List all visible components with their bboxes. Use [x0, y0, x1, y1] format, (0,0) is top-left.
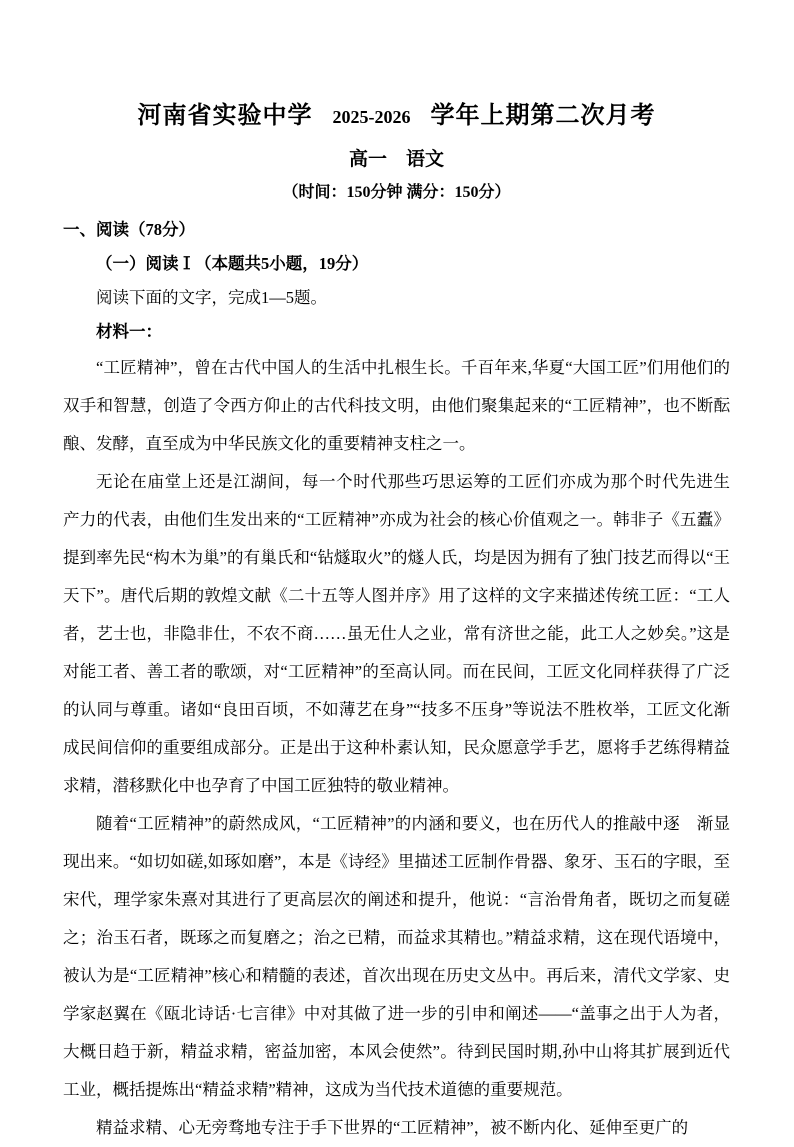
subsection-heading: （一）阅读Ⅰ（本题共5小题，19分）: [96, 254, 369, 273]
exam-title-name: 学年上期第二次月考: [430, 102, 656, 129]
exam-title: [63, 100, 730, 133]
material-one-label: 材料一：: [96, 322, 162, 341]
reading-section: [63, 213, 747, 1147]
material-paragraph-3: 随着“工匠精神”的蔚然成风，“工匠精神”的内涵和要义，也在历代人的推敲中逐 渐显现出来。“如切如磋,如琢如磨”，本是《诗经》里描述工匠制作骨器、象牙、玉石的字眼，至宋代，理学家朱熹对其进行了更高层次的阐述和提升，他说：“言治骨角者，既切之而复磋之；治玉石者，既琢之而复磨之；治之已精，而益求其精也。”精益求精，这在现代语境中，被认为是“工匠精神”核心和精髓的表述，首次出现在历史文丛中。再后来，清代文学家、史学家赵翼在《瓯北诗话·七言律》中对其做了进一步的引申和阐述——“盖事之出于人为者，大概日趋于新，精益求精，密益加密，本风会使然”。待到民国时期,孙中山将其扩展到近代工业，概括提炼出“精益求精”精神，这成为当代技术道德的重要规范。: [63, 814, 730, 1099]
section-heading: 一、阅读（78分）: [63, 220, 195, 239]
grade-subject: 高一 语文: [348, 149, 444, 170]
time-score-info: （时间：150分钟 满分：150分）: [282, 184, 511, 201]
exam-title-year: 2025-2026: [332, 107, 411, 127]
material-paragraph-1: “工匠精神”，曾在古代中国人的生活中扎根生长。千百年来,华夏“大国工匠”们用他们的双手和智慧，创造了令西方仰止的古代科技文明，由他们聚集起来的“工匠精神”，也不断酝酿、发酵，直至成为中华民族文化的重要精神支柱之一。: [63, 358, 730, 453]
exam-title-school: 河南省实验中学: [137, 102, 313, 129]
material-paragraph-4: 精益求精、心无旁骛地专注于手下世界的“工匠精神”，被不断内化、延伸至更广的: [96, 1118, 689, 1137]
material-paragraph-2: 无论在庙堂上还是江湖间，每一个时代那些巧思运筹的工匠们亦成为那个时代先进生 产力的代表，由他们生发出来的“工匠精神”亦成为社会的核心价值观之一。韩非子《五蠹》提到率先民“构木为巢”的有巢氏和“钻燧取火”的燧人氏，均是因为拥有了独门技艺而得以“王天下”。唐代后期的敦煌文献《二十五等人图并序》用了这样的文字来描述传统工匠：“工人者，艺士也，非隐非仕，不农不商……虽无仕人之业，常有济世之能，此工人之妙矣。”这是对能工者、善工者的歌颂，对“工匠精神”的至高认同。而在民间，工匠文化同样获得了广泛的认同与尊重。诸如“良田百顷，不如薄艺在身”“技多不压身”等说法不胜枚举，工匠文化渐成民间信仰的重要组成部分。正是出于这种朴素认知，民众愿意学手艺，愿将手艺练得精益求精，潜移默化中也孕育了中国工匠独特的敬业精神。: [63, 472, 747, 795]
reading-instruction: 阅读下面的文字，完成1—5题。: [96, 288, 327, 307]
